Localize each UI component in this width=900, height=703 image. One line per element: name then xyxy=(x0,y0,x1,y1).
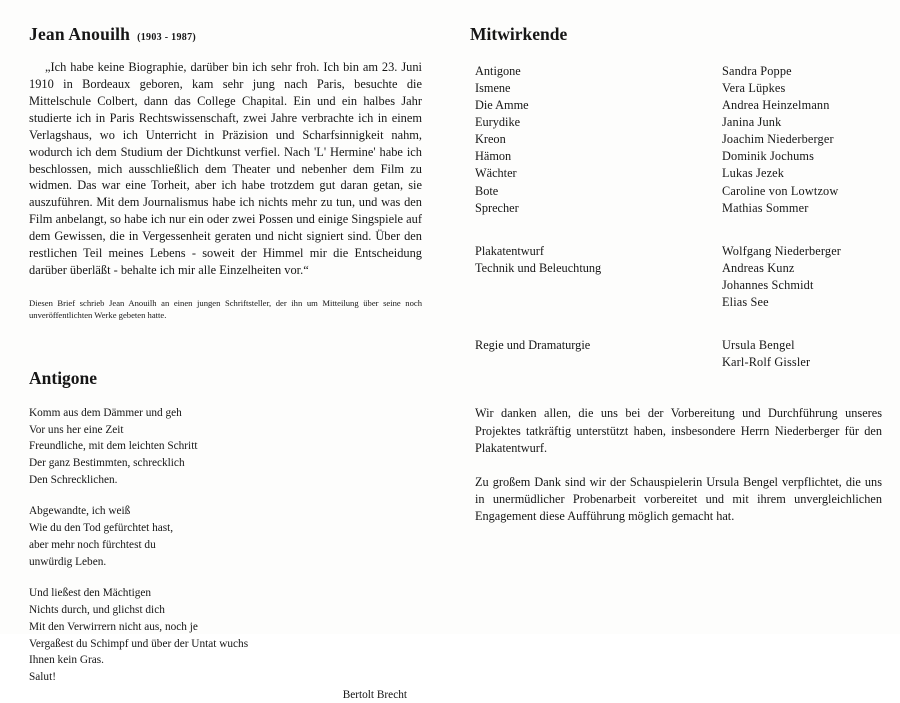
table-row xyxy=(470,80,890,97)
table-row xyxy=(470,165,890,182)
cast-actor: Dominik Jochums xyxy=(722,149,815,164)
poem-body xyxy=(29,405,422,703)
poem-line: Und ließest den Mächtigen xyxy=(29,587,152,600)
poem-line: Der ganz Bestimmten, schrecklich xyxy=(29,457,185,470)
table-row xyxy=(470,200,890,217)
thanks-paragraph: Zu großem Dank sind wir der Schauspielerin Ursula Bengel verpflichtet, die uns in unermüdlicher Probenarbeit vorbereitet und mit ihrem unvergleichlichen Engagement diese Aufführung möglich gemacht hat. xyxy=(475,474,882,524)
poem-stanza xyxy=(29,585,422,685)
poem-line: aber mehr noch fürchtest du xyxy=(29,538,156,551)
cast-role: Eurydike xyxy=(475,115,521,130)
poem-line: Komm aus dem Dämmer und geh xyxy=(29,406,182,419)
cast-role: Die Amme xyxy=(475,98,529,113)
poem-attribution: Bertolt Brecht xyxy=(342,688,407,701)
cast-actor: Caroline von Lowtzow xyxy=(722,183,839,198)
cast-role: Sprecher xyxy=(475,200,519,215)
cast-actor: Joachim Niederberger xyxy=(722,132,834,147)
table-row xyxy=(470,148,890,165)
thanks-paragraph: Wir danken allen, die uns bei der Vorbereitung und Durchführung unseres Projektes tatkräftig unterstützt haben, insbesondere Herrn Niederberger für den Plakatentwurf. xyxy=(475,406,882,456)
table-row xyxy=(470,260,890,277)
cast-role: Bote xyxy=(475,183,499,198)
poem-line: unwürdig Leben. xyxy=(29,555,107,568)
poem-line: Freundliche, mit dem leichten Schritt xyxy=(29,440,198,453)
poem-title: Antigone xyxy=(29,367,98,388)
poem-stanza xyxy=(29,405,422,489)
credit-name: Wolfgang Niederberger xyxy=(722,243,842,258)
credit-name: Johannes Schmidt xyxy=(722,277,814,292)
cast-role: Kreon xyxy=(475,132,506,147)
poem-line: Nichts durch, und glichst dich xyxy=(29,604,165,617)
poem-line: Vergaßest du Schimpf und über der Untat wuchs xyxy=(29,637,249,650)
table-row xyxy=(470,294,890,311)
cast-role: Antigone xyxy=(475,64,521,78)
cast-list xyxy=(470,63,890,217)
cast-role: Ismene xyxy=(475,81,511,96)
poem-line: Mit den Verwirrern nicht aus, noch je xyxy=(29,620,198,633)
cast-actor: Mathias Sommer xyxy=(722,200,809,215)
table-row xyxy=(470,97,890,114)
direction-credits xyxy=(470,337,890,371)
credit-role xyxy=(470,277,722,294)
table-row xyxy=(470,63,890,80)
credit-name: Andreas Kunz xyxy=(722,260,795,275)
right-column xyxy=(462,0,900,634)
cast-actor: Lukas Jezek xyxy=(722,166,785,181)
cast-actor: Andrea Heinzelmann xyxy=(722,98,830,113)
cast-actor: Vera Lüpkes xyxy=(722,81,786,96)
poem-line: Den Schrecklichen. xyxy=(29,473,118,486)
author-life-dates: (1903 - 1987) xyxy=(137,32,197,43)
table-row xyxy=(470,131,890,148)
cast-heading: Mitwirkende xyxy=(470,24,568,44)
table-row xyxy=(470,183,890,200)
author-quote: „Ich habe keine Biographie, darüber bin ich sehr froh. Ich bin am 23. Juni 1910 in Bordeaux geboren, kam sehr jung nach Paris, besuchte die Mittelschule Colbert, dann das College Chapital. Ein und ein halbes Jahr studierte ich in Paris Rechtswissenschaft, zwei Jahre verbrachte ich in einem Verlagshaus, wo ich Unterricht in Präzision und Scharfsinnigkeit nahm, wodurch ich dem Studium der Dichtkunst verfiel. Nach 'L' Hermine' habe ich beschlossen, mich ausschließlich dem Theater und nebenher dem Film zu widmen. Das war eine Torheit, aber ich habe trotzdem gut daran getan, sie auszuführen. Mit dem Journalismus habe ich nichts mehr zu tun, und was den Film anbelangt, so habe ich nur ein oder zwei Possen und einige Singspiele auf dem Gewissen, die in Vergessenheit geraten und nicht signiert sind. Über den restlichen Teil meines Lebens - soweit der Himmel mir die Entscheidung darüber überläßt - behalte ich mir alle Einzelheiten vor.“ xyxy=(29,60,422,278)
quote-caption: Diesen Brief schrieb Jean Anouilh an einen jungen Schriftsteller, der ihn um Mitteilung über seine noch unveröffentlichten Werke gebeten hatte. xyxy=(29,297,422,321)
poem-line: Salut! xyxy=(29,670,56,683)
poem-line: Abgewandte, ich weiß xyxy=(29,505,131,518)
left-column-spacer xyxy=(29,322,422,368)
cast-role: Wächter xyxy=(475,166,517,181)
credit-name: Elias See xyxy=(722,294,769,309)
table-row xyxy=(470,114,890,131)
cast-role: Hämon xyxy=(475,149,512,164)
cast-actor: Sandra Poppe xyxy=(722,64,792,78)
table-row xyxy=(470,354,890,371)
production-credits xyxy=(470,243,890,311)
cast-actor: Janina Junk xyxy=(722,115,782,130)
credit-role: Regie und Dramaturgie xyxy=(475,338,591,353)
credit-role xyxy=(470,354,722,371)
poem-stanza xyxy=(29,503,422,570)
table-row xyxy=(470,277,890,294)
table-row xyxy=(470,243,890,260)
poem-line: Ihnen kein Gras. xyxy=(29,654,104,667)
poem-line: Wie du den Tod gefürchtet hast, xyxy=(29,522,174,535)
credit-role xyxy=(470,294,722,311)
acknowledgements xyxy=(470,405,890,526)
credit-name: Karl-Rolf Gissler xyxy=(722,355,811,370)
credit-role: Plakatentwurf xyxy=(475,243,544,258)
author-heading xyxy=(29,24,422,45)
credit-name: Ursula Bengel xyxy=(722,338,795,353)
poem-line: Vor uns her eine Zeit xyxy=(29,423,124,436)
author-name: Jean Anouilh xyxy=(29,24,131,44)
credit-role: Technik und Beleuchtung xyxy=(475,260,602,275)
table-row xyxy=(470,337,890,354)
